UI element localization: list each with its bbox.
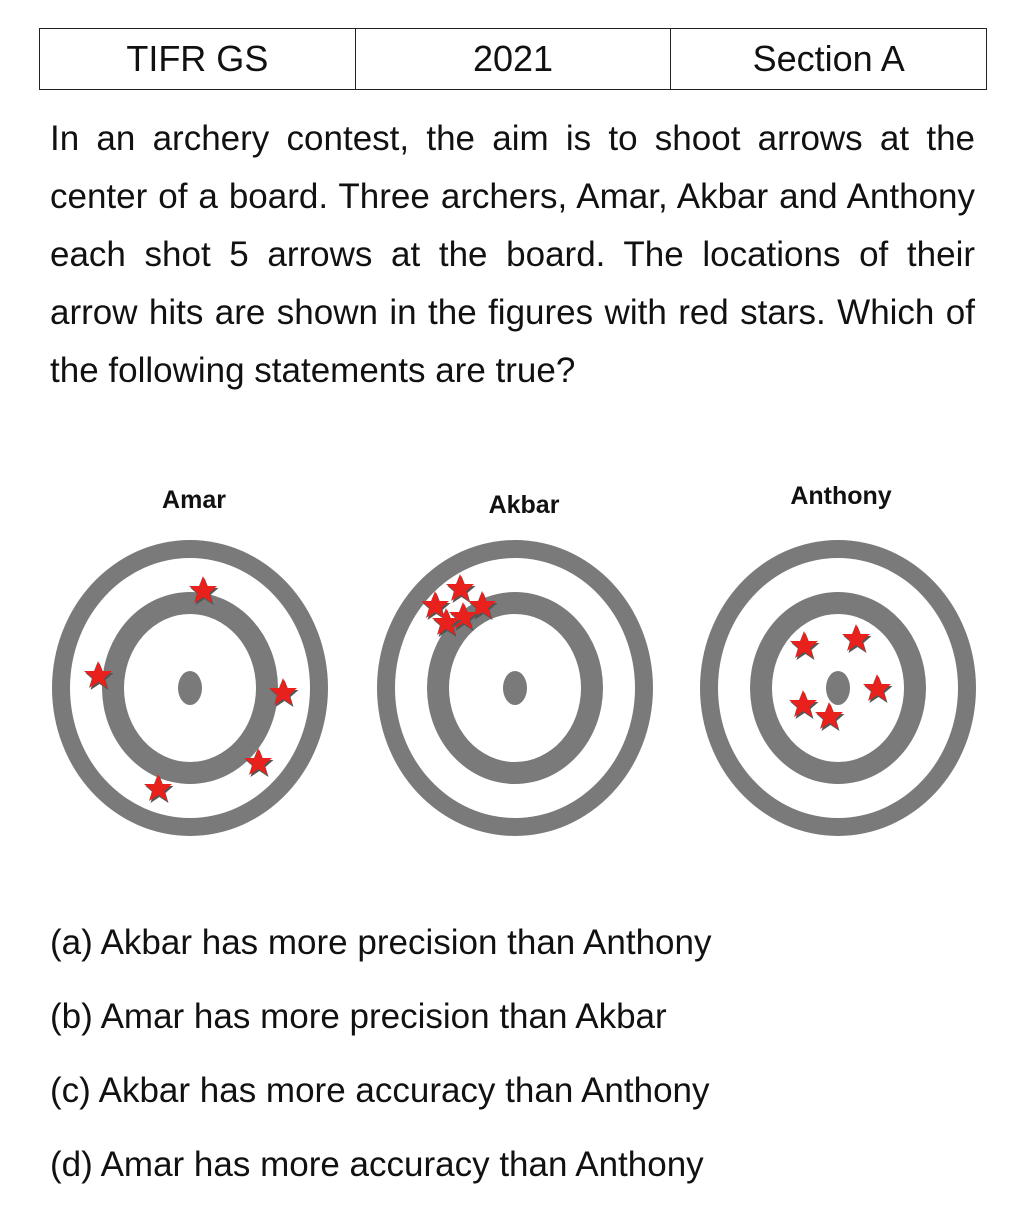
option-d[interactable]: (d) Amar has more accuracy than Anthony — [50, 1145, 704, 1184]
question-text: In an archery contest, the aim is to shoot arrows at the center of a board. Three archers, Amar, Akbar and Anthony each shot 5 arrows at the board. The locations of their arrow hits are shown in the figures with red stars. Which of the following statements are true? — [50, 119, 975, 390]
option-a[interactable]: (a) Akbar has more precision than Anthony — [50, 923, 712, 962]
target-label-akbar: Akbar — [488, 491, 560, 519]
target-label-anthony: Anthony — [790, 482, 892, 510]
option-c[interactable]: (c) Akbar has more accuracy than Anthony — [50, 1071, 710, 1110]
exam-name: TIFR GS — [40, 29, 356, 89]
header-table — [39, 28, 987, 90]
target-akbar — [377, 540, 653, 836]
option-b[interactable]: (b) Amar has more precision than Akbar — [50, 997, 667, 1036]
exam-year: 2021 — [356, 29, 672, 89]
targets-figure — [0, 520, 1026, 850]
target-anthony — [700, 540, 976, 836]
exam-section: Section A — [752, 38, 905, 79]
target-label-amar: Amar — [162, 486, 226, 514]
answer-options — [50, 915, 712, 1211]
